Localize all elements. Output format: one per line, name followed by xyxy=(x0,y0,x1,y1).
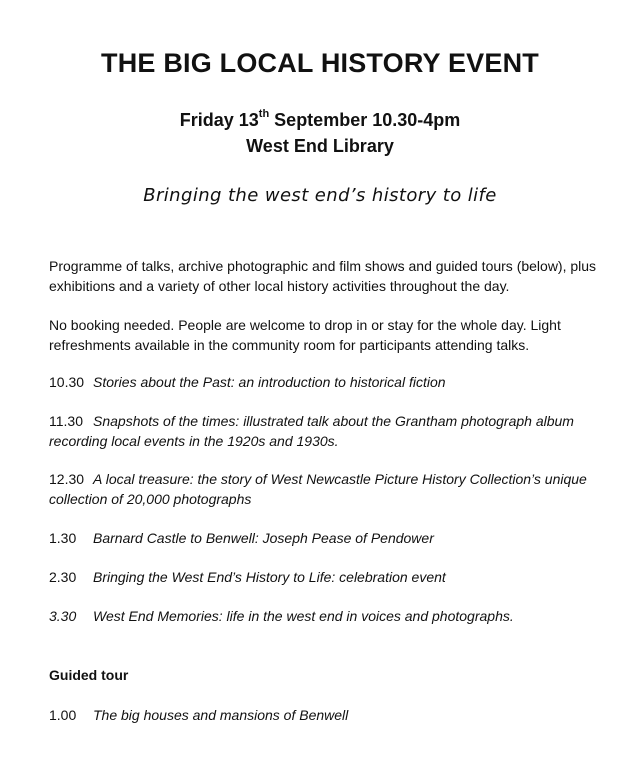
booking-info: No booking needed. People are welcome to drop in or stay for the whole day. Light refreshments available in the community room for participants attending talks. xyxy=(49,317,561,353)
talk-item xyxy=(49,528,609,548)
tour-time: 1.00 xyxy=(49,707,77,723)
talk-time: 10.30 xyxy=(49,374,85,390)
talk-item xyxy=(49,411,609,451)
talk-item xyxy=(49,567,609,587)
guided-tour-heading: Guided tour xyxy=(49,667,129,683)
event-date-suffix: th xyxy=(258,108,270,120)
tour-title: The big houses and mansions of Benwell xyxy=(93,707,349,723)
talk-title: Stories about the Past: an introduction to historical fiction xyxy=(93,374,446,390)
talk-title: A local treasure: the story of West Newcastle Picture History Collection’s unique collection of 20,000 photographs xyxy=(49,471,587,507)
event-title: THE BIG LOCAL HISTORY EVENT xyxy=(101,48,539,78)
event-date-day: Friday 13 xyxy=(179,110,259,130)
event-date-rest: September 10.30-4pm xyxy=(269,110,461,130)
talk-item xyxy=(49,372,609,392)
talk-title: Bringing the West End’s History to Life: celebration event xyxy=(93,569,446,585)
talk-item xyxy=(49,606,609,626)
programme-description: Programme of talks, archive photographic and film shows and guided tours (below), plus exhibitions and a variety of other local history activities throughout the day. xyxy=(49,258,597,294)
talk-time: 12.30 xyxy=(49,471,85,487)
talk-item xyxy=(49,469,609,509)
event-date xyxy=(0,110,640,131)
talk-title: West End Memories: life in the west end in voices and photographs. xyxy=(93,608,514,624)
event-tagline: Bringing the west end’s history to life xyxy=(143,185,497,206)
talk-title: Barnard Castle to Benwell: Joseph Pease of Pendower xyxy=(93,530,434,546)
talk-time: 11.30 xyxy=(49,413,83,429)
talk-title: Snapshots of the times: illustrated talk about the Grantham photograph album recording local events in the 1920s and 1930s. xyxy=(49,413,574,449)
tour-item xyxy=(49,705,609,725)
talk-time: 2.30 xyxy=(49,569,77,585)
talk-time: 1.30 xyxy=(49,530,77,546)
event-venue: West End Library xyxy=(246,136,394,156)
talk-time: 3.30 xyxy=(49,608,77,624)
